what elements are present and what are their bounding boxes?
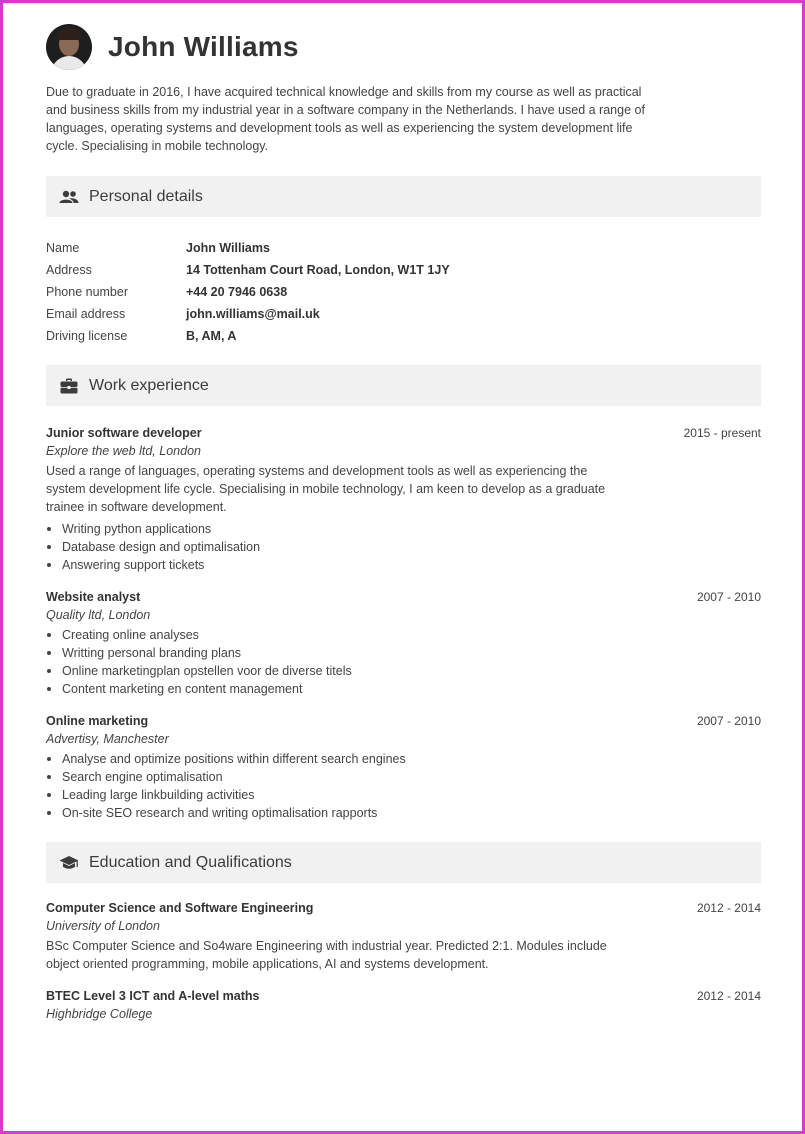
- education-dates: 2012 - 2014: [696, 989, 761, 1003]
- education-dates: 2012 - 2014: [696, 901, 761, 915]
- institution: University of London: [46, 919, 160, 933]
- list-item: Content marketing en content management: [46, 680, 761, 698]
- list-item: Answering support tickets: [46, 556, 761, 574]
- briefcase-icon: [58, 377, 80, 395]
- job-bullets: [46, 520, 761, 574]
- detail-label: Name: [46, 241, 80, 255]
- detail-label: Phone number: [46, 285, 129, 299]
- list-item: On-site SEO research and writing optimalisation rapports: [46, 804, 761, 822]
- section-title: Education and Qualifications: [89, 853, 292, 871]
- detail-row-driving-license: [46, 325, 761, 347]
- section-personal-details: [46, 176, 761, 217]
- detail-label: Email address: [46, 307, 126, 321]
- detail-value: john.williams@mail.uk: [186, 307, 320, 321]
- graduation-cap-icon: [58, 854, 80, 872]
- candidate-name: John Williams: [108, 31, 299, 62]
- job-dates: 2007 - 2010: [696, 590, 761, 604]
- detail-label: Driving license: [46, 329, 128, 343]
- job-entry: [46, 714, 761, 822]
- list-item: Online marketingplan opstellen voor de diverse titels: [46, 662, 761, 680]
- job-company: Explore the web ltd, London: [46, 444, 201, 458]
- personal-details-list: [46, 237, 761, 347]
- detail-value: B, AM, A: [186, 329, 237, 343]
- list-item: Database design and optimalisation: [46, 538, 761, 556]
- job-title: Online marketing: [46, 714, 149, 728]
- detail-row-email: [46, 303, 761, 325]
- education-description: BSc Computer Science and So4ware Engineering with industrial year. Predicted 2:1. Modules include object oriented programming, mobile applications, AI and systems development.: [46, 939, 607, 971]
- degree-title: Computer Science and Software Engineering: [46, 901, 314, 915]
- list-item: Writting personal branding plans: [46, 644, 761, 662]
- job-bullets: [46, 750, 761, 822]
- people-icon: [58, 188, 80, 206]
- section-work-experience: [46, 365, 761, 406]
- job-bullets: [46, 626, 761, 698]
- resume-page: [46, 24, 761, 1021]
- intro-summary: Due to graduate in 2016, I have acquired technical knowledge and skills from my course as well as practical and business skills from my industrial year in a software company in the Netherlands. I have used a range of languages, operating systems and development tools as well as experiencing the system development life cycle. Specialising in mobile technology.: [46, 85, 645, 153]
- detail-label: Address: [46, 263, 92, 277]
- list-item: Leading large linkbuilding activities: [46, 786, 761, 804]
- job-dates: 2007 - 2010: [696, 714, 761, 728]
- job-entry: [46, 590, 761, 698]
- section-education: [46, 842, 761, 883]
- avatar: [46, 24, 92, 70]
- job-company: Quality ltd, London: [46, 608, 151, 622]
- education-entry: [46, 901, 761, 973]
- list-item: Analyse and optimize positions within different search engines: [46, 750, 761, 768]
- job-description: Used a range of languages, operating systems and development tools as well as experiencing the system development life cycle. Specialising in mobile technology, I am keen to develop as a graduate trainee in software development.: [46, 464, 606, 514]
- section-title: Personal details: [89, 187, 203, 205]
- institution: Highbridge College: [46, 1007, 153, 1021]
- resume-header: [46, 24, 761, 70]
- section-title: Work experience: [89, 376, 209, 394]
- detail-row-name: [46, 237, 761, 259]
- detail-row-phone: [46, 281, 761, 303]
- detail-value: John Williams: [186, 241, 270, 255]
- detail-row-address: [46, 259, 761, 281]
- job-dates: 2015 - present: [683, 426, 761, 440]
- job-entry: [46, 426, 761, 574]
- education-entry: [46, 989, 761, 1021]
- job-title: Junior software developer: [46, 426, 202, 440]
- list-item: Writing python applications: [46, 520, 761, 538]
- job-title: Website analyst: [46, 590, 141, 604]
- list-item: Creating online analyses: [46, 626, 761, 644]
- job-company: Advertisy, Manchester: [46, 732, 169, 746]
- degree-title: BTEC Level 3 ICT and A-level maths: [46, 989, 260, 1003]
- list-item: Search engine optimalisation: [46, 768, 761, 786]
- detail-value: 14 Tottenham Court Road, London, W1T 1JY: [186, 263, 450, 277]
- detail-value: +44 20 7946 0638: [186, 285, 288, 299]
